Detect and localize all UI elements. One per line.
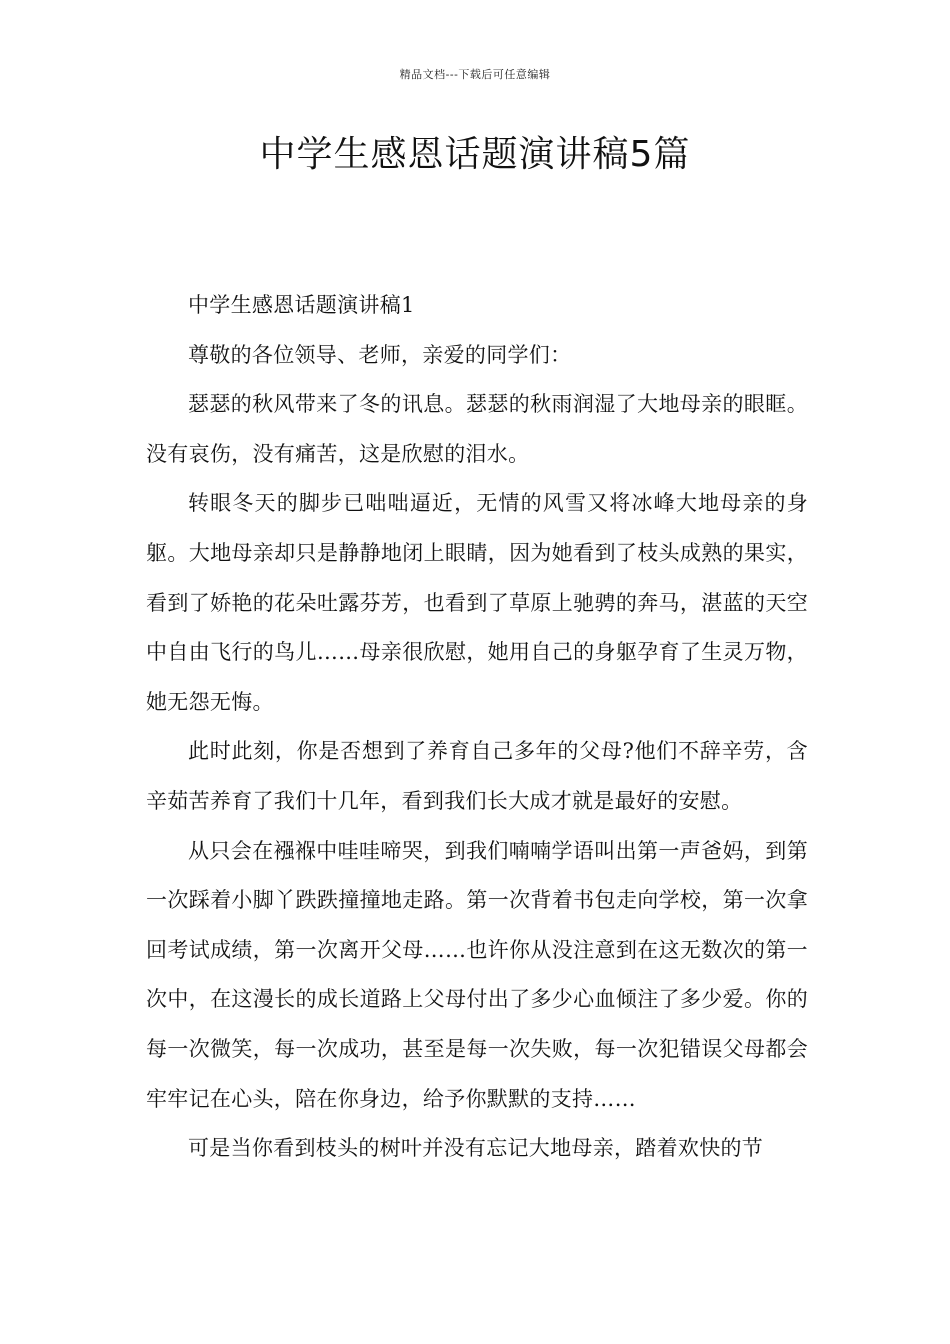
header-note: 精品文档---下载后可任意编辑 <box>399 68 551 81</box>
document-title: 中学生感恩话题演讲稿5篇 <box>259 134 691 175</box>
paragraph: 可是当你看到枝头的树叶并没有忘记大地母亲，踏着欢快的节 <box>188 1136 764 1161</box>
document-body <box>146 281 808 1174</box>
paragraph: 此时此刻，你是否想到了养育自己多年的父母?他们不辞辛劳，含辛茹苦养育了我们十几年，看到我们长大成才就是最好的安慰。 <box>146 739 808 813</box>
paragraph-greeting: 尊敬的各位领导、老师，亲爱的同学们： <box>188 342 572 367</box>
paragraph: 转眼冬天的脚步已咄咄逼近，无情的风雪又将冰峰大地母亲的身躯。大地母亲却只是静静地闭上眼睛，因为她看到了枝头成熟的果实，看到了娇艳的花朵吐露芬芳，也看到了草原上驰骋的奔马，湛蓝的天空中自由飞行的鸟儿……母亲很欣慰，她用自己的身躯孕育了生灵万物，她无怨无悔。 <box>146 491 808 714</box>
paragraph: 从只会在襁褓中哇哇啼哭，到我们喃喃学语叫出第一声爸妈，到第一次踩着小脚丫跌跌撞撞地走路。第一次背着书包走向学校，第一次拿回考试成绩，第一次离开父母……也许你从没注意到在这无数次的第一次中，在这漫长的成长道路上父母付出了多少心血倾注了多少爱。你的每一次微笑，每一次成功，甚至是每一次失败，每一次犯错误父母都会牢牢记在心头，陪在你身边，给予你默默的支持…… <box>146 838 808 1111</box>
paragraph-subtitle: 中学生感恩话题演讲稿1 <box>188 293 415 317</box>
paragraph: 瑟瑟的秋风带来了冬的讯息。瑟瑟的秋雨润湿了大地母亲的眼眶。没有哀伤，没有痛苦，这是欣慰的泪水。 <box>146 392 808 466</box>
